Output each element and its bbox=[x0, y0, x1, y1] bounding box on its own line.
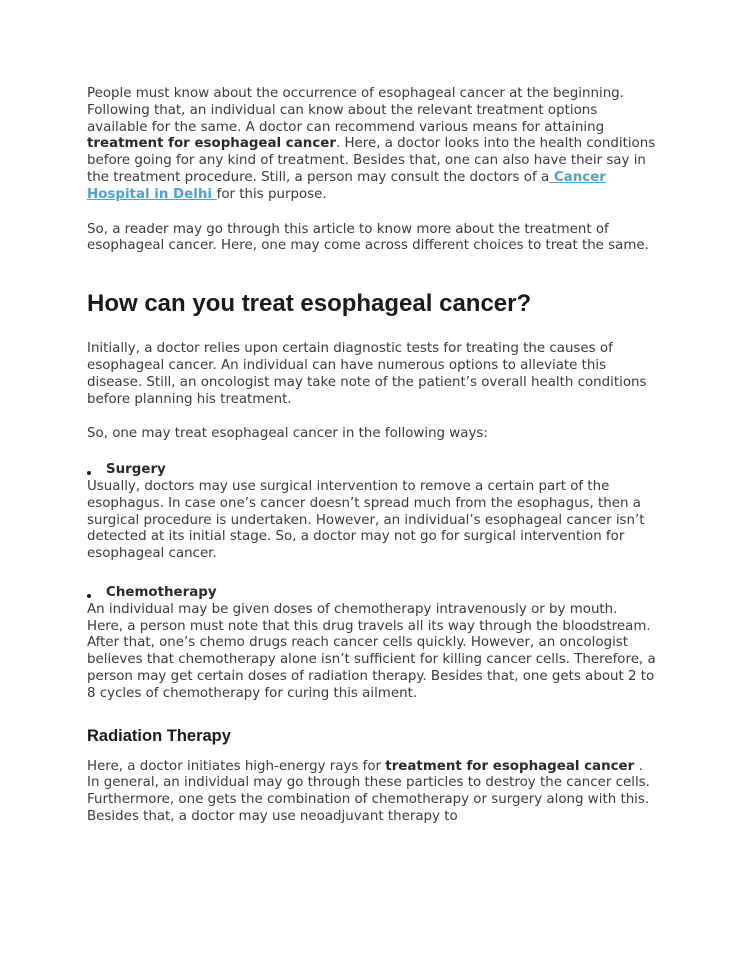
bullet-text-chemotherapy: An individual may be given doses of chemotherapy intravenously or by mouth. Here, a person must note that this drug travels all its way through the bloodstream. After that, one’s chemo drugs reach cancer cells quickly. However, an oncologist believes that chemotherapy alone isn’t sufficient for killing cancer cells. Therefore, a person may get certain doses of radiation therapy. Besides that, one gets about 2 to 8 cycles of chemotherapy for curing this ailment. bbox=[87, 601, 656, 701]
document-page bbox=[87, 86, 657, 826]
intro-text-2: . Here, a doctor looks into the health conditions before going for any kind of treatment. Besides that, one can also have their say in the treatment procedure. Still, a person may consult the doctors of a bbox=[87, 136, 656, 185]
intro-text-1: People must know about the occurrence of esophageal cancer at the beginning. Following that, an individual can know about the relevant treatment options available for the same. A doctor can recommend various means for attaining bbox=[87, 86, 624, 135]
intro-paragraph-2: So, a reader may go through this article to know more about the treatment of esophageal cancer. Here, one may come across different choices to treat the same. bbox=[87, 221, 649, 254]
intro-paragraph-1 bbox=[87, 86, 657, 204]
radiation-bold-keyword: treatment for esophageal cancer bbox=[385, 758, 635, 774]
radiation-text-2: . In general, an individual may go through these particles to destroy the cancer cells. Furthermore, one gets the combination of chemotherapy or surgery along with this. Besides that, a doctor may use neoadjuvant therapy to bbox=[87, 758, 650, 824]
treat-paragraph-2: So, one may treat esophageal cancer in the following ways: bbox=[87, 426, 488, 442]
section-heading-treat: How can you treat esophageal cancer? bbox=[87, 290, 532, 318]
bullet-title-surgery: Surgery bbox=[106, 462, 166, 478]
bullet-text-surgery: Usually, doctors may use surgical intervention to remove a certain part of the esophagus. In case one’s cancer doesn’t spread much from the esophagus, then a surgical procedure is undertaken. However, an individual’s esophageal cancer isn’t detected at its initial stage. So, a doctor may not go for surgical intervention for esophageal cancer. bbox=[87, 478, 645, 562]
treat-paragraph-1: Initially, a doctor relies upon certain diagnostic tests for treating the causes of esophageal cancer. An individual can have numerous options to alleviate this disease. Still, an oncologist may take note of the patient’s overall health conditions before planning his treatment. bbox=[87, 341, 647, 407]
intro-text-3: for this purpose. bbox=[216, 186, 327, 202]
bullet-surgery bbox=[87, 462, 657, 563]
bullet-dot-icon bbox=[87, 471, 91, 475]
bullet-chemotherapy bbox=[87, 585, 657, 703]
bullet-dot-icon bbox=[87, 594, 91, 598]
section-heading-radiation: Radiation Therapy bbox=[87, 726, 231, 745]
radiation-text-1: Here, a doctor initiates high-energy rays for bbox=[87, 758, 386, 774]
bullet-title-chemotherapy: Chemotherapy bbox=[106, 584, 217, 600]
radiation-paragraph-1 bbox=[87, 759, 657, 826]
cancer-hospital-link[interactable]: Cancer Hospital in Delhi bbox=[87, 169, 606, 202]
intro-bold-keyword: treatment for esophageal cancer bbox=[87, 136, 336, 152]
